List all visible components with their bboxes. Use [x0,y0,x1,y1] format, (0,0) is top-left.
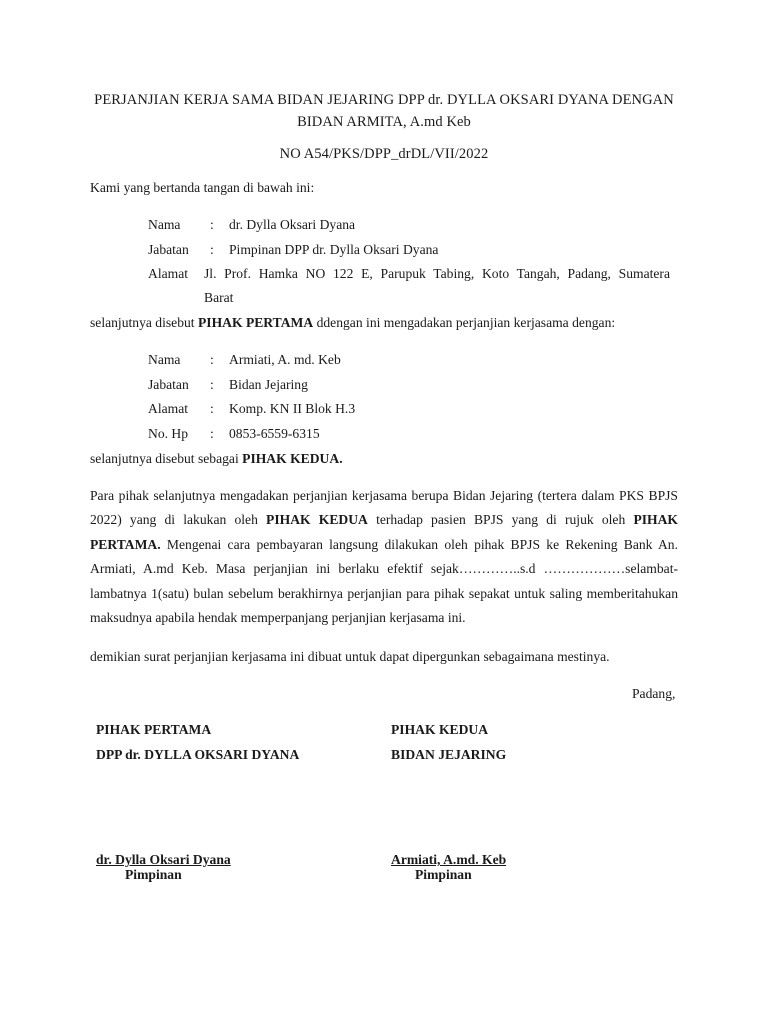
body-l3-bold: PERTAMA. [90,537,161,552]
closing-text: demikian surat perjanjian kerjasama ini dibuat untuk dapat dipergunkan sebagaimana mestinya. [90,649,610,664]
transition1-pre: selanjutnya disebut [90,315,198,330]
party1-nama-colon: : [210,217,214,232]
party1-jabatan-colon: : [210,242,214,257]
title-line-2: BIDAN ARMITA, A.md Keb [297,114,471,130]
body-l2-bold2: PIHAK [633,512,678,527]
party2-alamat-value: Komp. KN II Blok H.3 [229,401,356,416]
party2-nama-value: Armiati, A. md. Keb [229,352,341,367]
sig-right-role: Pimpinan [415,867,472,882]
body-l3-post: Mengenai cara pembayaran langsung dilakukan oleh pihak BPJS ke Rekening Bank An. [160,537,678,552]
party2-jabatan-label: Jabatan [148,377,189,392]
party2-jabatan-value: Bidan Jejaring [229,377,308,392]
body-l2-pre: 2022) yang di lakukan oleh [90,512,267,527]
sig-left-heading-2: DPP dr. DYLLA OKSARI DYANA [96,747,300,762]
body-line-3 [90,537,678,553]
intro-text: Kami yang bertanda tangan di bawah ini: [90,180,315,195]
sig-left-name: dr. Dylla Oksari Dyana [96,852,231,867]
party2-alamat-label: Alamat [148,401,189,416]
transition-pihak-kedua [90,451,343,467]
document-number: NO A54/PKS/DPP_drDL/VII/2022 [279,146,489,162]
transition2-bold: PIHAK KEDUA. [242,451,343,466]
transition2-pre: selanjutnya disebut sebagai [90,451,243,466]
body-line-5: lambatnya 1(satu) bulan sebelum berakhirnya perjanjian para pihak sepakat untuk saling memberitahukan [90,586,678,601]
party1-jabatan-label: Jabatan [148,242,189,257]
body-line-4: Armiati, A.md Keb. Masa perjanjian ini berlaku efektif sejak…………..s.d ………………selambat- [90,561,678,576]
transition1-bold: PIHAK PERTAMA [197,315,314,330]
party2-nama-label: Nama [148,352,181,367]
sig-left-heading-1: PIHAK PERTAMA [96,722,212,737]
party2-jabatan-colon: : [210,377,214,392]
party2-hp-label: No. Hp [148,426,189,441]
sig-right-heading-2: BIDAN JEJARING [391,747,507,762]
place-text: Padang, [632,686,676,701]
transition1-post: ddengan ini mengadakan perjanjian kerjasama dengan: [313,315,616,330]
party2-nama-colon: : [210,352,214,367]
title-line-1: PERJANJIAN KERJA SAMA BIDAN JEJARING DPP dr. DYLLA OKSARI DYANA DENGAN [94,92,674,108]
party2-alamat-colon: : [210,401,214,416]
party2-hp-colon: : [210,426,214,441]
party1-alamat-label: Alamat [148,266,189,281]
party1-jabatan-value: Pimpinan DPP dr. Dylla Oksari Dyana [229,242,439,257]
sig-right-heading-1: PIHAK KEDUA [391,722,489,737]
body-l2-bold1: PIHAK KEDUA [266,512,368,527]
body-line-2 [90,512,678,528]
party1-alamat-line1: Jl. Prof. Hamka NO 122 E, Parupuk Tabing, Koto Tangah, Padang, Sumatera [204,266,670,281]
party1-alamat-line2: Barat [204,290,234,305]
party2-hp-value: 0853-6559-6315 [229,426,320,441]
body-l2-mid: terhadap pasien BPJS yang di rujuk oleh [367,512,634,527]
sig-right-name: Armiati, A.md. Keb [391,852,507,867]
body-line-1: Para pihak selanjutnya mengadakan perjanjian kerjasama berupa Bidan Jejaring (tertera dalam PKS BPJS [90,488,678,503]
party1-nama-value: dr. Dylla Oksari Dyana [229,217,356,232]
transition-pihak-pertama [90,315,615,331]
body-line-6: maksudnya apabila hendak memperpanjang perjanjian kerjasama ini. [90,610,466,625]
party1-nama-label: Nama [148,217,181,232]
sig-left-role: Pimpinan [125,867,182,882]
